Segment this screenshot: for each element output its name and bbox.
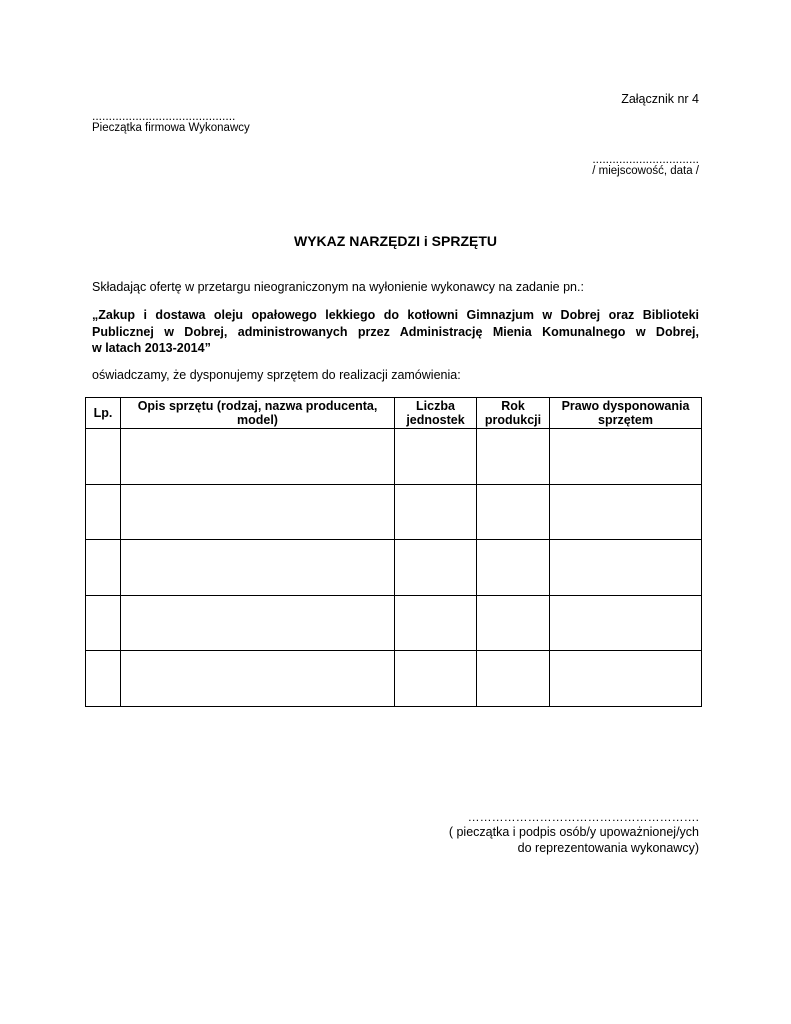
table-cell[interactable] xyxy=(395,540,477,596)
company-stamp-placeholder: ........................................... xyxy=(92,109,236,123)
table-row xyxy=(86,595,702,651)
table-cell[interactable] xyxy=(86,429,121,485)
header-units: Liczba jednostek xyxy=(395,398,477,429)
contract-subject-line-3: w latach 2013-2014” xyxy=(92,341,211,355)
table-cell[interactable] xyxy=(86,540,121,596)
table-row xyxy=(86,429,702,485)
table-cell[interactable] xyxy=(395,595,477,651)
signature-placeholder: …………………………………………………. xyxy=(467,810,699,824)
table-cell[interactable] xyxy=(477,651,550,707)
place-date-label: / miejscowość, data / xyxy=(592,165,699,177)
table-cell[interactable] xyxy=(477,595,550,651)
table-cell[interactable] xyxy=(121,429,395,485)
table-cell[interactable] xyxy=(86,595,121,651)
table-cell[interactable] xyxy=(121,651,395,707)
table-cell[interactable] xyxy=(477,540,550,596)
table-cell[interactable] xyxy=(550,429,702,485)
table-cell[interactable] xyxy=(121,540,395,596)
table-cell[interactable] xyxy=(121,595,395,651)
table-row xyxy=(86,651,702,707)
company-stamp-label: Pieczątka firmowa Wykonawcy xyxy=(92,122,250,134)
table-cell[interactable] xyxy=(86,651,121,707)
contract-subject-line-2: Publicznej w Dobrej, administrowanych przez Administrację Mienia Komunalnego w Dobrej, xyxy=(92,324,699,339)
signature-label xyxy=(449,824,699,856)
table-row xyxy=(86,484,702,540)
document-title: WYKAZ NARZĘDZI i SPRZĘTU xyxy=(294,233,497,249)
table-cell[interactable] xyxy=(86,484,121,540)
table-row xyxy=(86,540,702,596)
attachment-number: Załącznik nr 4 xyxy=(621,92,699,106)
place-date-placeholder: ................................ xyxy=(592,152,699,166)
header-lp: Lp. xyxy=(86,398,121,429)
contract-subject-line-1: „Zakup i dostawa oleju opałowego lekkiego do kotłowni Gimnazjum w Dobrej oraz Biblioteki xyxy=(92,308,699,322)
table-cell[interactable] xyxy=(550,540,702,596)
intro-text: Składając ofertę w przetargu nieograniczonym na wyłonienie wykonawcy na zadanie pn.: xyxy=(92,280,584,294)
table-cell[interactable] xyxy=(395,484,477,540)
table-cell[interactable] xyxy=(477,484,550,540)
table-cell[interactable] xyxy=(477,429,550,485)
header-disposal-right: Prawo dysponowania sprzętem xyxy=(550,398,702,429)
header-description: Opis sprzętu (rodzaj, nazwa producenta, model) xyxy=(121,398,395,429)
equipment-table xyxy=(85,397,702,707)
table-cell[interactable] xyxy=(550,595,702,651)
contract-subject xyxy=(92,307,699,357)
header-production-year: Rok produkcji xyxy=(477,398,550,429)
table-header-row xyxy=(86,398,702,429)
table-cell[interactable] xyxy=(550,484,702,540)
table-cell[interactable] xyxy=(395,429,477,485)
signature-label-line-2: do reprezentowania wykonawcy) xyxy=(517,841,699,855)
table-cell[interactable] xyxy=(550,651,702,707)
declaration-text: oświadczamy, że dysponujemy sprzętem do realizacji zamówienia: xyxy=(92,368,461,382)
table-cell[interactable] xyxy=(121,484,395,540)
table-cell[interactable] xyxy=(395,651,477,707)
signature-label-line-1: ( pieczątka i podpis osób/y upoważnionej/ych xyxy=(448,825,699,839)
